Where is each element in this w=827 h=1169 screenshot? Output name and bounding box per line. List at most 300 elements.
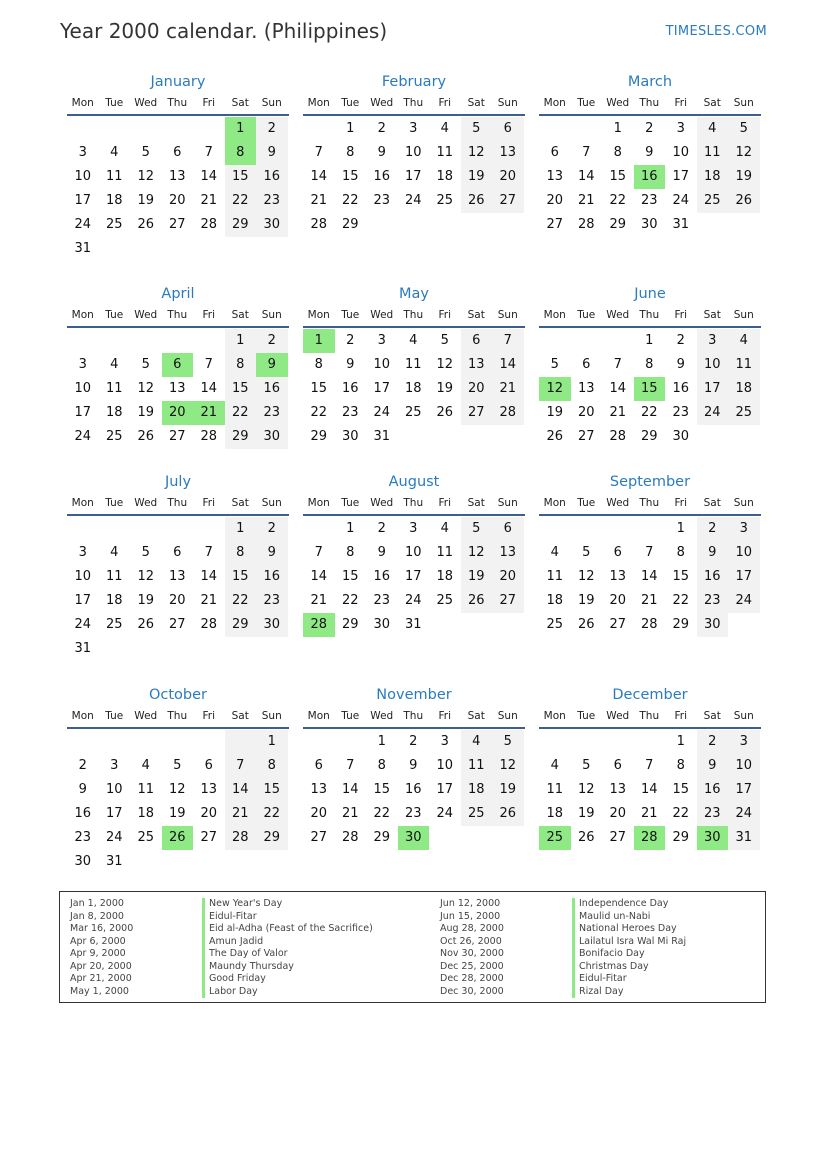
day-cell: 30 [640, 217, 658, 232]
day-cell: 22 [341, 193, 359, 208]
weekday-label: Sun [733, 497, 754, 509]
weekday-label: Thu [403, 97, 424, 109]
day-cell: 27 [168, 617, 186, 632]
day-cell: 27 [492, 589, 524, 613]
day-cell: 30 [373, 617, 391, 632]
day-cell: 29 [225, 425, 257, 449]
day-cell: 12 [137, 169, 155, 184]
holiday-day-cell: 26 [162, 826, 194, 850]
weekday-label: Wed [606, 97, 630, 109]
week-row [303, 377, 525, 401]
week-row [539, 826, 761, 850]
day-cell: 8 [676, 758, 685, 773]
holiday-name: Maulid un-Nabi [572, 911, 686, 924]
weekday-label: Thu [167, 97, 188, 109]
week-row [67, 541, 289, 565]
empty-cell [130, 730, 162, 754]
day-cell: 11 [436, 145, 454, 160]
day-cell: 16 [256, 377, 288, 401]
empty-cell [461, 613, 493, 637]
week-row [303, 213, 525, 237]
day-cell: 21 [310, 593, 328, 608]
day-cell: 24 [74, 617, 92, 632]
weekday-label: Fri [438, 710, 451, 722]
day-cell: 8 [645, 357, 654, 372]
weekday-label: Sat [231, 97, 249, 109]
month-name: March [627, 74, 673, 90]
day-cell: 30 [256, 213, 288, 237]
day-cell: 26 [577, 617, 595, 632]
week-row [67, 329, 289, 353]
day-cell: 14 [200, 381, 218, 396]
day-cell: 29 [609, 217, 627, 232]
day-cell: 14 [200, 169, 218, 184]
day-cell: 22 [225, 189, 257, 213]
day-cell: 1 [346, 121, 355, 136]
day-cell: 18 [404, 381, 422, 396]
week-row [303, 401, 525, 425]
day-cell: 29 [672, 617, 690, 632]
weekday-label: Sun [733, 97, 754, 109]
weekday-header [67, 705, 289, 729]
empty-cell [162, 517, 194, 541]
day-cell: 6 [550, 145, 559, 160]
weekday-label: Sat [703, 497, 721, 509]
day-cell: 27 [546, 217, 564, 232]
empty-cell [429, 213, 461, 237]
day-cell: 12 [436, 357, 454, 372]
week-row [303, 613, 525, 637]
day-cell: 10 [105, 782, 123, 797]
day-cell: 22 [640, 405, 658, 420]
day-cell: 3 [440, 734, 449, 749]
day-cell: 27 [492, 189, 524, 213]
weekday-label: Thu [167, 309, 188, 321]
day-cell: 8 [613, 145, 622, 160]
day-cell: 28 [225, 826, 257, 850]
day-cell: 13 [168, 569, 186, 584]
weekday-label: Wed [134, 497, 158, 509]
day-cell: 7 [314, 145, 323, 160]
week-row [303, 802, 525, 826]
month-name: May [399, 286, 429, 302]
weekday-header [303, 705, 525, 729]
day-cell: 21 [492, 377, 524, 401]
day-cell: 7 [582, 145, 591, 160]
day-cell: 11 [546, 782, 564, 797]
day-cell: 5 [141, 145, 150, 160]
week-row [67, 165, 289, 189]
day-cell: 26 [492, 802, 524, 826]
day-cell: 8 [346, 545, 355, 560]
weekday-label: Tue [577, 309, 596, 321]
day-cell: 24 [373, 405, 391, 420]
week-row [67, 353, 289, 377]
empty-cell [571, 117, 603, 141]
day-cell: 23 [697, 802, 729, 826]
day-cell: 24 [697, 401, 729, 425]
day-cell: 29 [341, 217, 359, 232]
day-cell: 19 [137, 593, 155, 608]
day-cell: 14 [200, 569, 218, 584]
day-cell: 20 [168, 193, 186, 208]
day-cell: 26 [546, 429, 564, 444]
day-cell: 20 [168, 593, 186, 608]
day-cell: 23 [256, 401, 288, 425]
day-cell: 18 [105, 405, 123, 420]
day-cell: 1 [346, 521, 355, 536]
day-cell: 2 [645, 121, 654, 136]
day-cell: 14 [341, 782, 359, 797]
empty-cell [303, 517, 335, 541]
day-cell: 29 [310, 429, 328, 444]
weekday-label: Tue [105, 497, 124, 509]
day-cell: 25 [697, 189, 729, 213]
month-may [303, 284, 525, 449]
holiday-date: Aug 28, 2000 [440, 923, 504, 934]
day-cell: 5 [492, 730, 524, 754]
weekday-label: Fri [674, 309, 687, 321]
weekday-label: Fri [202, 97, 215, 109]
empty-cell [130, 637, 162, 661]
weekday-label: Mon [71, 497, 94, 509]
day-cell: 25 [436, 593, 454, 608]
day-cell: 21 [200, 593, 218, 608]
weekday-label: Wed [606, 309, 630, 321]
week-row [303, 189, 525, 213]
weekday-label: Fri [438, 497, 451, 509]
day-cell: 4 [550, 758, 559, 773]
day-cell: 17 [697, 377, 729, 401]
week-row [303, 329, 525, 353]
holiday-name: Labor Day [202, 986, 373, 999]
day-cell: 12 [461, 541, 493, 565]
day-cell: 4 [141, 758, 150, 773]
weekday-label: Wed [134, 97, 158, 109]
month-april [67, 284, 289, 449]
weekday-label: Sun [261, 710, 282, 722]
day-cell: 5 [582, 545, 591, 560]
day-cell: 5 [141, 545, 150, 560]
day-cell: 1 [256, 730, 288, 754]
day-cell: 14 [640, 569, 658, 584]
empty-cell [67, 517, 99, 541]
week-row [67, 802, 289, 826]
day-cell: 12 [577, 782, 595, 797]
week-row [303, 117, 525, 141]
weekday-label: Wed [370, 710, 394, 722]
weekday-header [67, 304, 289, 328]
day-cell: 31 [373, 429, 391, 444]
day-cell: 25 [137, 830, 155, 845]
day-cell: 7 [204, 145, 213, 160]
day-cell: 3 [676, 121, 685, 136]
week-row [539, 117, 761, 141]
weekday-label: Tue [341, 309, 360, 321]
day-cell: 11 [436, 545, 454, 560]
weekday-label: Thu [639, 97, 660, 109]
day-cell: 26 [728, 189, 760, 213]
day-cell: 11 [404, 357, 422, 372]
legend-date-column [70, 898, 133, 998]
day-cell: 9 [697, 754, 729, 778]
holiday-date: Dec 30, 2000 [440, 985, 504, 997]
weekday-header [539, 492, 761, 516]
day-cell: 28 [492, 401, 524, 425]
day-cell: 26 [137, 429, 155, 444]
holiday-name: The Day of Valor [202, 948, 373, 961]
day-cell: 29 [225, 613, 257, 637]
day-cell: 9 [78, 782, 87, 797]
day-cell: 12 [492, 754, 524, 778]
day-cell: 21 [225, 802, 257, 826]
weekday-label: Wed [606, 710, 630, 722]
week-row [539, 401, 761, 425]
day-cell: 2 [697, 730, 729, 754]
day-cell: 24 [728, 589, 760, 613]
day-cell: 4 [409, 333, 418, 348]
holiday-date: May 1, 2000 [70, 985, 129, 997]
month-name: January [150, 74, 206, 90]
day-cell: 22 [373, 806, 391, 821]
empty-cell [67, 730, 99, 754]
day-cell: 8 [676, 545, 685, 560]
day-cell: 28 [341, 830, 359, 845]
day-cell: 16 [672, 381, 690, 396]
day-cell: 27 [200, 830, 218, 845]
holiday-day-cell: 30 [398, 826, 430, 850]
empty-cell [429, 425, 461, 449]
month-name: September [609, 474, 691, 490]
holiday-date: Oct 26, 2000 [440, 935, 502, 947]
day-cell: 13 [200, 782, 218, 797]
empty-cell [67, 329, 99, 353]
day-cell: 14 [577, 169, 595, 184]
weekday-label: Mon [543, 97, 566, 109]
month-name: July [164, 474, 192, 490]
holiday-date: Jan 1, 2000 [70, 898, 124, 909]
day-cell: 26 [436, 405, 454, 420]
empty-cell [539, 329, 571, 353]
day-cell: 19 [137, 405, 155, 420]
day-cell: 26 [577, 830, 595, 845]
day-cell: 14 [310, 169, 328, 184]
day-cell: 17 [74, 593, 92, 608]
holiday-date: Apr 20, 2000 [70, 960, 132, 972]
day-cell: 13 [546, 169, 564, 184]
week-row [303, 778, 525, 802]
day-cell: 25 [105, 617, 123, 632]
day-cell: 18 [105, 593, 123, 608]
day-cell: 6 [173, 145, 182, 160]
weekday-label: Mon [307, 497, 330, 509]
holiday-name: Christmas Day [572, 961, 686, 974]
empty-cell [728, 425, 760, 449]
empty-cell [492, 826, 524, 850]
month-name: August [388, 474, 440, 490]
weekday-label: Fri [674, 497, 687, 509]
day-cell: 10 [728, 541, 760, 565]
day-cell: 14 [310, 569, 328, 584]
day-cell: 16 [404, 782, 422, 797]
weekday-label: Sun [497, 710, 518, 722]
day-cell: 22 [341, 593, 359, 608]
weekday-label: Tue [577, 710, 596, 722]
day-cell: 7 [645, 545, 654, 560]
holiday-date: Apr 21, 2000 [70, 973, 132, 984]
week-row [67, 730, 289, 754]
empty-cell [571, 730, 603, 754]
week-row [67, 517, 289, 541]
week-row [67, 377, 289, 401]
empty-cell [461, 213, 493, 237]
day-cell: 10 [74, 169, 92, 184]
empty-cell [728, 213, 760, 237]
day-cell: 31 [74, 241, 92, 256]
holiday-name: Bonifacio Day [572, 948, 686, 961]
holiday-name: Good Friday [202, 973, 373, 986]
day-cell: 18 [105, 193, 123, 208]
empty-cell [461, 826, 493, 850]
weekday-label: Wed [134, 309, 158, 321]
weekday-label: Mon [543, 710, 566, 722]
day-cell: 15 [373, 782, 391, 797]
month-january [67, 72, 289, 261]
weekday-label: Wed [370, 309, 394, 321]
day-cell: 6 [173, 545, 182, 560]
weekday-label: Sun [733, 309, 754, 321]
day-cell: 4 [110, 357, 119, 372]
week-row [67, 425, 289, 449]
day-cell: 9 [377, 545, 386, 560]
day-cell: 26 [137, 217, 155, 232]
week-row [539, 754, 761, 778]
holiday-day-cell: 1 [303, 329, 335, 353]
weekday-header [303, 304, 525, 328]
weekday-label: Fri [438, 97, 451, 109]
holiday-day-cell: 21 [193, 401, 225, 425]
day-cell: 27 [461, 401, 493, 425]
week-row [303, 565, 525, 589]
day-cell: 13 [492, 141, 524, 165]
day-cell: 18 [436, 569, 454, 584]
day-cell: 20 [546, 193, 564, 208]
weekday-label: Tue [105, 97, 124, 109]
day-cell: 1 [645, 333, 654, 348]
day-cell: 15 [225, 165, 257, 189]
day-cell: 23 [404, 806, 422, 821]
empty-cell [602, 730, 634, 754]
weekday-header [67, 92, 289, 116]
day-cell: 22 [609, 193, 627, 208]
week-row [303, 826, 525, 850]
day-cell: 4 [110, 545, 119, 560]
weekday-label: Thu [639, 497, 660, 509]
month-october [67, 685, 289, 874]
day-cell: 20 [310, 806, 328, 821]
week-row [67, 237, 289, 261]
weekday-label: Mon [543, 497, 566, 509]
day-cell: 21 [310, 193, 328, 208]
day-cell: 31 [74, 641, 92, 656]
empty-cell [602, 517, 634, 541]
weekday-label: Sun [261, 97, 282, 109]
month-march [539, 72, 761, 237]
day-cell: 25 [404, 405, 422, 420]
day-cell: 27 [609, 617, 627, 632]
week-row [539, 802, 761, 826]
holiday-date: Dec 25, 2000 [440, 960, 504, 972]
day-cell: 16 [373, 169, 391, 184]
day-cell: 27 [168, 217, 186, 232]
day-cell: 23 [341, 405, 359, 420]
day-cell: 2 [256, 117, 288, 141]
day-cell: 10 [404, 145, 422, 160]
weekday-label: Sat [467, 309, 485, 321]
day-cell: 22 [672, 806, 690, 821]
day-cell: 29 [225, 213, 257, 237]
day-cell: 16 [341, 381, 359, 396]
empty-cell [99, 637, 131, 661]
day-cell: 16 [256, 565, 288, 589]
empty-cell [492, 213, 524, 237]
weekday-label: Sun [733, 710, 754, 722]
day-cell: 4 [550, 545, 559, 560]
empty-cell [162, 329, 194, 353]
empty-cell [697, 213, 729, 237]
day-cell: 5 [550, 357, 559, 372]
day-cell: 9 [256, 141, 288, 165]
week-row [67, 189, 289, 213]
day-cell: 1 [676, 521, 685, 536]
day-cell: 17 [404, 569, 422, 584]
holiday-day-cell: 28 [303, 613, 335, 637]
day-cell: 11 [137, 782, 155, 797]
day-cell: 2 [346, 333, 355, 348]
holiday-date: Mar 16, 2000 [70, 923, 134, 934]
weekday-label: Thu [167, 497, 188, 509]
day-cell: 30 [341, 429, 359, 444]
empty-cell [728, 613, 760, 637]
weekday-label: Thu [639, 710, 660, 722]
day-cell: 13 [461, 353, 493, 377]
day-cell: 30 [74, 854, 92, 869]
week-row [539, 377, 761, 401]
day-cell: 27 [577, 429, 595, 444]
weekday-label: Sat [231, 710, 249, 722]
week-row [539, 165, 761, 189]
weekday-label: Tue [577, 97, 596, 109]
day-cell: 12 [461, 141, 493, 165]
brand-link[interactable]: TIMESLES.COM [665, 24, 767, 39]
day-cell: 17 [672, 169, 690, 184]
empty-cell [398, 213, 430, 237]
day-cell: 26 [461, 589, 493, 613]
weekday-label: Mon [71, 97, 94, 109]
day-cell: 25 [105, 217, 123, 232]
weekday-label: Sat [703, 97, 721, 109]
day-cell: 14 [609, 381, 627, 396]
day-cell: 24 [404, 193, 422, 208]
month-name: February [381, 74, 447, 90]
week-row [539, 329, 761, 353]
weekday-label: Mon [307, 97, 330, 109]
day-cell: 31 [672, 217, 690, 232]
day-cell: 5 [728, 117, 760, 141]
empty-cell [256, 850, 288, 874]
week-row [67, 589, 289, 613]
day-cell: 2 [676, 333, 685, 348]
